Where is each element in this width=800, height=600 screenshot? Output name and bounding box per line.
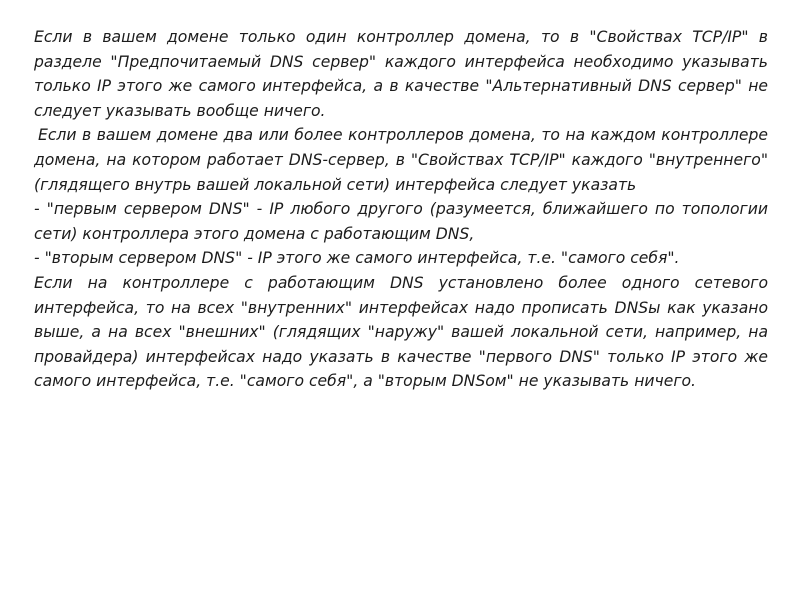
- paragraph-multiple-controllers: Если в вашем домене два или более контроллеров домена, то на каждом контроллере домена, на котором работает DNS-сервер, в "Свойствах TCP/IP" каждого "внутреннего" (глядящего внутрь вашей локальной сети) интерфейса следует указать: [34, 126, 768, 194]
- body-text: [34, 25, 768, 394]
- list-item-first-dns: - "первым сервером DNS" - IP любого другого (разумеется, ближайшего по топологии сети) контроллера этого домена с работающим DNS,: [34, 200, 768, 243]
- paragraph-multiple-interfaces: Если на контроллере с работающим DNS установлено более одного сетевого интерфейса, то на всех "внутренних" интерфейсах надо прописать DNSы как указано выше, а на всех "внешних" (глядящих "наружу" вашей локальной сети, например, на провайдера) интерфейсах надо указать в качестве "первого DNS" только IP этого же самого интерфейса, т.е. "самого себя", а "вторым DNSом" не указывать ничего.: [34, 273, 768, 391]
- list-item-second-dns: - "вторым сервером DNS" - IP этого же самого интерфейса, т.е. "самого себя".: [34, 249, 680, 268]
- paragraph-single-controller: Если в вашем домене только один контроллер домена, то в "Свойствах TCP/IP" в разделе "Предпочитаемый DNS сервер" каждого интерфейса необходимо указывать только IP этого же самого интерфейса, а в качестве "Альтернативный DNS сервер" не следует указывать вообще ничего.: [34, 28, 768, 120]
